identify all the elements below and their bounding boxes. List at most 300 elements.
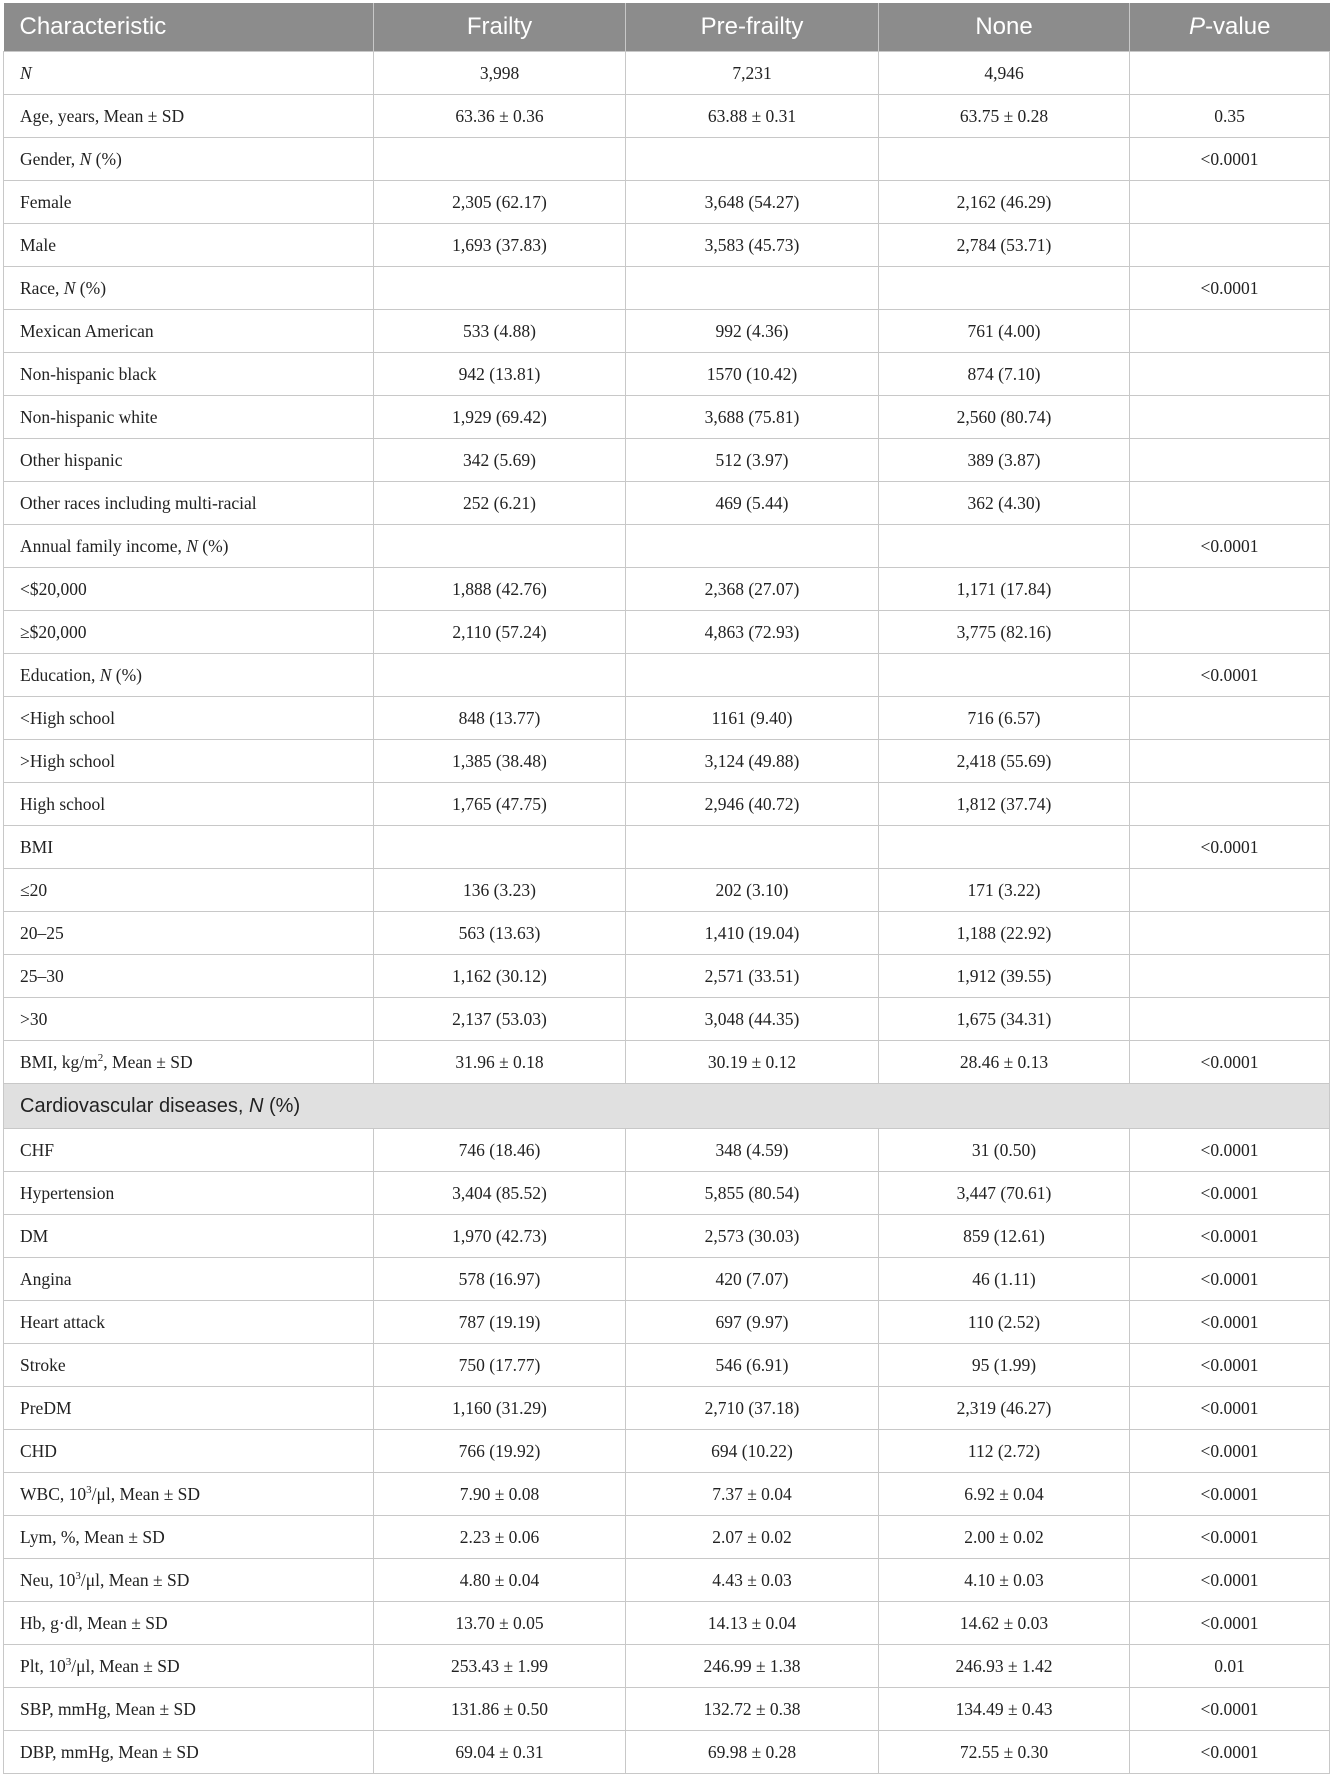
cell-p-value: <0.0001 — [1130, 267, 1330, 310]
cell-frailty: 1,765 (47.75) — [374, 783, 626, 826]
row-label-text: High school — [20, 793, 106, 814]
cell-p-value — [1130, 783, 1330, 826]
row-label-suffix: (%) — [75, 277, 107, 298]
cell-p-value: <0.0001 — [1130, 1041, 1330, 1084]
table-row — [4, 1041, 1330, 1084]
table-row — [4, 224, 1330, 267]
cell-none: 3,447 (70.61) — [879, 1172, 1130, 1215]
cell-frailty: 746 (18.46) — [374, 1129, 626, 1172]
cell-none: 246.93 ± 1.42 — [879, 1645, 1130, 1688]
row-label — [4, 95, 374, 138]
table-row — [4, 181, 1330, 224]
row-label-suffix: /μl, Mean ± SD — [80, 1569, 190, 1590]
header-none: None — [879, 3, 1130, 52]
cell-pre-frailty: 512 (3.97) — [626, 439, 879, 482]
row-label-text: >High school — [20, 750, 115, 771]
cell-pre-frailty: 3,648 (54.27) — [626, 181, 879, 224]
cell-none: 716 (6.57) — [879, 697, 1130, 740]
row-label-text: BMI — [20, 836, 54, 857]
cell-pre-frailty: 2,571 (33.51) — [626, 955, 879, 998]
cell-none: 134.49 ± 0.43 — [879, 1688, 1130, 1731]
row-label-italic: N — [20, 62, 32, 83]
cell-none — [879, 267, 1130, 310]
cell-pre-frailty — [626, 267, 879, 310]
cell-p-value — [1130, 439, 1330, 482]
table-row — [4, 1602, 1330, 1645]
cell-p-value — [1130, 181, 1330, 224]
table-row — [4, 955, 1330, 998]
cell-none: 1,812 (37.74) — [879, 783, 1130, 826]
table-row — [4, 1688, 1330, 1731]
row-label — [4, 1344, 374, 1387]
row-label-text: <High school — [20, 707, 115, 728]
cell-frailty: 578 (16.97) — [374, 1258, 626, 1301]
table-row — [4, 912, 1330, 955]
cell-frailty: 1,693 (37.83) — [374, 224, 626, 267]
header-p-value — [1130, 3, 1330, 52]
row-label — [4, 1731, 374, 1774]
row-label — [4, 568, 374, 611]
cell-none — [879, 138, 1130, 181]
row-label-suffix: (%) — [263, 1094, 301, 1117]
row-label — [4, 783, 374, 826]
cell-frailty: 1,929 (69.42) — [374, 396, 626, 439]
row-label — [4, 1041, 374, 1084]
row-label — [4, 697, 374, 740]
cell-frailty: 848 (13.77) — [374, 697, 626, 740]
cell-p-value: <0.0001 — [1130, 654, 1330, 697]
row-label — [4, 611, 374, 654]
row-label-text: ≤20 — [20, 879, 48, 900]
cell-p-value: <0.0001 — [1130, 1430, 1330, 1473]
table-row — [4, 353, 1330, 396]
table-body — [4, 52, 1330, 1774]
row-label — [4, 1602, 374, 1645]
cell-pre-frailty: 2.07 ± 0.02 — [626, 1516, 879, 1559]
cell-pre-frailty: 3,583 (45.73) — [626, 224, 879, 267]
cell-pre-frailty — [626, 654, 879, 697]
cell-pre-frailty: 3,124 (49.88) — [626, 740, 879, 783]
cell-frailty: 766 (19.92) — [374, 1430, 626, 1473]
cell-p-value: 0.35 — [1130, 95, 1330, 138]
row-label-text: Hb, g·dl, Mean ± SD — [20, 1612, 168, 1633]
row-label — [4, 1129, 374, 1172]
cell-frailty: 1,162 (30.12) — [374, 955, 626, 998]
cell-pre-frailty: 2,573 (30.03) — [626, 1215, 879, 1258]
row-label-text: Gender, — [20, 148, 80, 169]
row-label-text: Race, — [20, 277, 64, 298]
cell-pre-frailty: 202 (3.10) — [626, 869, 879, 912]
row-label-text: 25–30 — [20, 965, 64, 986]
row-label-text: PreDM — [20, 1397, 72, 1418]
cell-none — [879, 525, 1130, 568]
row-label — [4, 52, 374, 95]
row-label — [4, 1387, 374, 1430]
row-label — [4, 1473, 374, 1516]
cell-frailty — [374, 138, 626, 181]
header-characteristic: Characteristic — [4, 3, 374, 52]
row-label — [4, 1258, 374, 1301]
row-label-text: Plt, 10 — [20, 1655, 66, 1676]
cell-p-value — [1130, 396, 1330, 439]
row-label-text: Angina — [20, 1268, 72, 1289]
row-label-text: Lym, %, Mean ± SD — [20, 1526, 165, 1547]
row-label-text: <$20,000 — [20, 578, 87, 599]
cell-pre-frailty: 3,048 (44.35) — [626, 998, 879, 1041]
cell-none: 859 (12.61) — [879, 1215, 1130, 1258]
cell-frailty: 4.80 ± 0.04 — [374, 1559, 626, 1602]
cell-none: 112 (2.72) — [879, 1430, 1130, 1473]
cell-none: 761 (4.00) — [879, 310, 1130, 353]
table-row — [4, 1645, 1330, 1688]
row-label-suffix: (%) — [111, 664, 142, 685]
cell-frailty: 533 (4.88) — [374, 310, 626, 353]
cell-p-value: <0.0001 — [1130, 1602, 1330, 1645]
row-label — [4, 740, 374, 783]
cell-none: 1,188 (22.92) — [879, 912, 1130, 955]
cell-frailty: 787 (19.19) — [374, 1301, 626, 1344]
cell-none: 2.00 ± 0.02 — [879, 1516, 1130, 1559]
row-label — [4, 1688, 374, 1731]
cell-p-value: 0.01 — [1130, 1645, 1330, 1688]
cell-none: 1,912 (39.55) — [879, 955, 1130, 998]
cell-p-value — [1130, 697, 1330, 740]
row-label — [4, 654, 374, 697]
cell-p-value: <0.0001 — [1130, 1516, 1330, 1559]
cell-none: 171 (3.22) — [879, 869, 1130, 912]
cell-p-value — [1130, 353, 1330, 396]
cell-none: 31 (0.50) — [879, 1129, 1130, 1172]
table-row — [4, 525, 1330, 568]
row-label-italic: N — [99, 664, 112, 685]
row-label-superscript: 3 — [75, 1569, 81, 1582]
row-label — [4, 912, 374, 955]
row-label — [4, 1645, 374, 1688]
table-row — [4, 1731, 1330, 1774]
cell-frailty — [374, 826, 626, 869]
row-label — [4, 1172, 374, 1215]
row-label — [4, 224, 374, 267]
row-label-text: BMI, kg/m — [20, 1051, 98, 1072]
cell-pre-frailty — [626, 826, 879, 869]
cell-p-value — [1130, 224, 1330, 267]
table-row — [4, 1516, 1330, 1559]
cell-frailty: 253.43 ± 1.99 — [374, 1645, 626, 1688]
cell-p-value: <0.0001 — [1130, 1301, 1330, 1344]
cell-frailty: 13.70 ± 0.05 — [374, 1602, 626, 1645]
cell-none: 1,171 (17.84) — [879, 568, 1130, 611]
cell-p-value: <0.0001 — [1130, 138, 1330, 181]
cell-frailty: 3,404 (85.52) — [374, 1172, 626, 1215]
cell-frailty: 69.04 ± 0.31 — [374, 1731, 626, 1774]
row-label — [4, 310, 374, 353]
cell-frailty: 131.86 ± 0.50 — [374, 1688, 626, 1731]
cell-none: 362 (4.30) — [879, 482, 1130, 525]
cell-frailty: 2,305 (62.17) — [374, 181, 626, 224]
row-label-text: Other races including multi-racial — [20, 492, 257, 513]
row-label — [4, 181, 374, 224]
cell-pre-frailty: 246.99 ± 1.38 — [626, 1645, 879, 1688]
table-row — [4, 697, 1330, 740]
table-row — [4, 1387, 1330, 1430]
row-label-text: Heart attack — [20, 1311, 106, 1332]
header-p-italic: P — [1189, 13, 1206, 40]
cell-pre-frailty: 546 (6.91) — [626, 1344, 879, 1387]
cell-frailty: 2,137 (53.03) — [374, 998, 626, 1041]
row-label — [4, 1301, 374, 1344]
cell-none: 14.62 ± 0.03 — [879, 1602, 1130, 1645]
cell-frailty: 2,110 (57.24) — [374, 611, 626, 654]
cell-p-value — [1130, 611, 1330, 654]
cell-frailty — [374, 267, 626, 310]
row-label — [4, 1430, 374, 1473]
cell-none: 2,319 (46.27) — [879, 1387, 1130, 1430]
cell-none: 2,418 (55.69) — [879, 740, 1130, 783]
row-label-italic: N — [186, 535, 198, 556]
row-label-suffix: (%) — [197, 535, 229, 556]
cell-none: 63.75 ± 0.28 — [879, 95, 1130, 138]
row-label-suffix: , Mean ± SD — [103, 1051, 193, 1072]
cell-p-value — [1130, 52, 1330, 95]
cell-p-value: <0.0001 — [1130, 1731, 1330, 1774]
table-row — [4, 1344, 1330, 1387]
table-row — [4, 1129, 1330, 1172]
row-label-text: 20–25 — [20, 922, 64, 943]
cell-none: 72.55 ± 0.30 — [879, 1731, 1130, 1774]
row-label-text: Stroke — [20, 1354, 66, 1375]
cell-frailty: 563 (13.63) — [374, 912, 626, 955]
cell-none: 28.46 ± 0.13 — [879, 1041, 1130, 1084]
row-label-text: CHD — [20, 1440, 57, 1461]
cell-p-value: <0.0001 — [1130, 1387, 1330, 1430]
cell-none: 389 (3.87) — [879, 439, 1130, 482]
cell-p-value — [1130, 869, 1330, 912]
cell-pre-frailty: 1570 (10.42) — [626, 353, 879, 396]
cell-frailty: 342 (5.69) — [374, 439, 626, 482]
cell-pre-frailty: 30.19 ± 0.12 — [626, 1041, 879, 1084]
cell-frailty — [374, 525, 626, 568]
header-frailty: Frailty — [374, 3, 626, 52]
table-row — [4, 267, 1330, 310]
table-row — [4, 1559, 1330, 1602]
cell-pre-frailty: 4,863 (72.93) — [626, 611, 879, 654]
row-label-text: Cardiovascular diseases, — [20, 1094, 249, 1117]
row-label-suffix: (%) — [91, 148, 122, 169]
cell-none: 95 (1.99) — [879, 1344, 1130, 1387]
row-label — [4, 1215, 374, 1258]
cell-pre-frailty: 4.43 ± 0.03 — [626, 1559, 879, 1602]
cell-p-value — [1130, 955, 1330, 998]
row-label-text: Non-hispanic white — [20, 406, 158, 427]
cell-pre-frailty: 63.88 ± 0.31 — [626, 95, 879, 138]
table-row — [4, 740, 1330, 783]
cell-none: 46 (1.11) — [879, 1258, 1130, 1301]
row-label-text: Annual family income, — [20, 535, 187, 556]
cell-pre-frailty: 348 (4.59) — [626, 1129, 879, 1172]
row-label-text: Mexican American — [20, 320, 154, 341]
section-heading — [4, 1084, 1330, 1129]
cell-pre-frailty: 2,710 (37.18) — [626, 1387, 879, 1430]
cell-p-value — [1130, 912, 1330, 955]
cell-p-value: <0.0001 — [1130, 1258, 1330, 1301]
row-label-text: WBC, 10 — [20, 1483, 87, 1504]
cell-p-value: <0.0001 — [1130, 1215, 1330, 1258]
cell-frailty: 252 (6.21) — [374, 482, 626, 525]
cell-frailty: 750 (17.77) — [374, 1344, 626, 1387]
table-row — [4, 482, 1330, 525]
cell-pre-frailty: 1161 (9.40) — [626, 697, 879, 740]
row-label — [4, 482, 374, 525]
table-header — [4, 3, 1330, 52]
cell-pre-frailty: 694 (10.22) — [626, 1430, 879, 1473]
cell-frailty: 1,888 (42.76) — [374, 568, 626, 611]
cell-pre-frailty: 14.13 ± 0.04 — [626, 1602, 879, 1645]
cell-frailty: 63.36 ± 0.36 — [374, 95, 626, 138]
table-row — [4, 310, 1330, 353]
row-label-italic: N — [63, 277, 76, 298]
row-label-text: Education, — [20, 664, 100, 685]
table-row — [4, 95, 1330, 138]
cell-frailty: 1,385 (38.48) — [374, 740, 626, 783]
row-label — [4, 396, 374, 439]
section-row — [4, 1084, 1330, 1129]
row-label — [4, 353, 374, 396]
row-label-superscript: 2 — [97, 1051, 104, 1064]
cell-pre-frailty: 7.37 ± 0.04 — [626, 1473, 879, 1516]
cell-frailty: 7.90 ± 0.08 — [374, 1473, 626, 1516]
row-label-text: Neu, 10 — [20, 1569, 76, 1590]
table-row — [4, 654, 1330, 697]
cell-pre-frailty: 2,946 (40.72) — [626, 783, 879, 826]
cell-frailty: 3,998 — [374, 52, 626, 95]
cell-pre-frailty: 2,368 (27.07) — [626, 568, 879, 611]
cell-none: 3,775 (82.16) — [879, 611, 1130, 654]
row-label — [4, 1559, 374, 1602]
cell-frailty: 942 (13.81) — [374, 353, 626, 396]
row-label — [4, 138, 374, 181]
cell-none: 2,784 (53.71) — [879, 224, 1130, 267]
table-row — [4, 826, 1330, 869]
table-row — [4, 1172, 1330, 1215]
cell-none: 4.10 ± 0.03 — [879, 1559, 1130, 1602]
cell-frailty: 2.23 ± 0.06 — [374, 1516, 626, 1559]
cell-pre-frailty: 7,231 — [626, 52, 879, 95]
row-label-superscript: 3 — [65, 1655, 72, 1668]
row-label — [4, 439, 374, 482]
cell-none — [879, 654, 1130, 697]
table-row — [4, 1430, 1330, 1473]
header-row — [4, 3, 1330, 52]
header-pre-frailty: Pre-frailty — [626, 3, 879, 52]
cell-none: 4,946 — [879, 52, 1130, 95]
row-label — [4, 267, 374, 310]
cell-p-value — [1130, 740, 1330, 783]
table-row — [4, 439, 1330, 482]
row-label — [4, 826, 374, 869]
table-row — [4, 1301, 1330, 1344]
cell-pre-frailty — [626, 525, 879, 568]
header-p-rest: -value — [1205, 13, 1271, 40]
cell-pre-frailty: 697 (9.97) — [626, 1301, 879, 1344]
cell-none — [879, 826, 1130, 869]
row-label — [4, 869, 374, 912]
row-label-text: Non-hispanic black — [20, 363, 157, 384]
cell-pre-frailty: 469 (5.44) — [626, 482, 879, 525]
cell-none: 874 (7.10) — [879, 353, 1130, 396]
table-row — [4, 1215, 1330, 1258]
row-label-text: Other hispanic — [20, 449, 123, 470]
cell-none: 110 (2.52) — [879, 1301, 1130, 1344]
cell-p-value — [1130, 998, 1330, 1041]
cell-pre-frailty: 5,855 (80.54) — [626, 1172, 879, 1215]
row-label-text: DM — [20, 1225, 49, 1246]
cell-p-value — [1130, 310, 1330, 353]
cell-p-value: <0.0001 — [1130, 1559, 1330, 1602]
cell-p-value: <0.0001 — [1130, 826, 1330, 869]
cell-none: 2,560 (80.74) — [879, 396, 1130, 439]
cell-none: 1,675 (34.31) — [879, 998, 1130, 1041]
cell-none: 6.92 ± 0.04 — [879, 1473, 1130, 1516]
cell-frailty: 136 (3.23) — [374, 869, 626, 912]
cell-pre-frailty: 992 (4.36) — [626, 310, 879, 353]
cell-none: 2,162 (46.29) — [879, 181, 1130, 224]
cell-p-value: <0.0001 — [1130, 1344, 1330, 1387]
table-row — [4, 611, 1330, 654]
cell-frailty: 1,970 (42.73) — [374, 1215, 626, 1258]
cell-p-value: <0.0001 — [1130, 525, 1330, 568]
row-label-text: SBP, mmHg, Mean ± SD — [20, 1698, 196, 1719]
cell-p-value: <0.0001 — [1130, 1688, 1330, 1731]
row-label-text: Hypertension — [20, 1182, 115, 1203]
cell-frailty: 31.96 ± 0.18 — [374, 1041, 626, 1084]
row-label-italic: N — [79, 148, 92, 169]
cell-frailty: 1,160 (31.29) — [374, 1387, 626, 1430]
row-label-italic: N — [249, 1094, 264, 1117]
row-label-text: CHF — [20, 1139, 55, 1160]
row-label-text: DBP, mmHg, Mean ± SD — [20, 1741, 199, 1762]
table-row — [4, 1258, 1330, 1301]
cell-frailty — [374, 654, 626, 697]
row-label-suffix: /μl, Mean ± SD — [91, 1483, 201, 1504]
row-label-text: Male — [20, 234, 56, 255]
table-row — [4, 568, 1330, 611]
cell-p-value: <0.0001 — [1130, 1473, 1330, 1516]
row-label-text: Female — [20, 191, 72, 212]
cell-pre-frailty: 132.72 ± 0.38 — [626, 1688, 879, 1731]
cell-pre-frailty: 1,410 (19.04) — [626, 912, 879, 955]
table-row — [4, 1473, 1330, 1516]
cell-p-value: <0.0001 — [1130, 1129, 1330, 1172]
cell-p-value — [1130, 482, 1330, 525]
table-row — [4, 52, 1330, 95]
table-row — [4, 138, 1330, 181]
row-label-suffix: /μl, Mean ± SD — [71, 1655, 180, 1676]
row-label — [4, 1516, 374, 1559]
row-label-text: Age, years, Mean ± SD — [20, 105, 185, 126]
table-row — [4, 869, 1330, 912]
cell-pre-frailty: 3,688 (75.81) — [626, 396, 879, 439]
table-row — [4, 998, 1330, 1041]
row-label-text: >30 — [20, 1008, 48, 1029]
table-row — [4, 783, 1330, 826]
row-label — [4, 998, 374, 1041]
cell-pre-frailty — [626, 138, 879, 181]
row-label — [4, 525, 374, 568]
row-label-text: ≥$20,000 — [20, 621, 87, 642]
cell-p-value — [1130, 568, 1330, 611]
cell-pre-frailty: 69.98 ± 0.28 — [626, 1731, 879, 1774]
row-label — [4, 955, 374, 998]
